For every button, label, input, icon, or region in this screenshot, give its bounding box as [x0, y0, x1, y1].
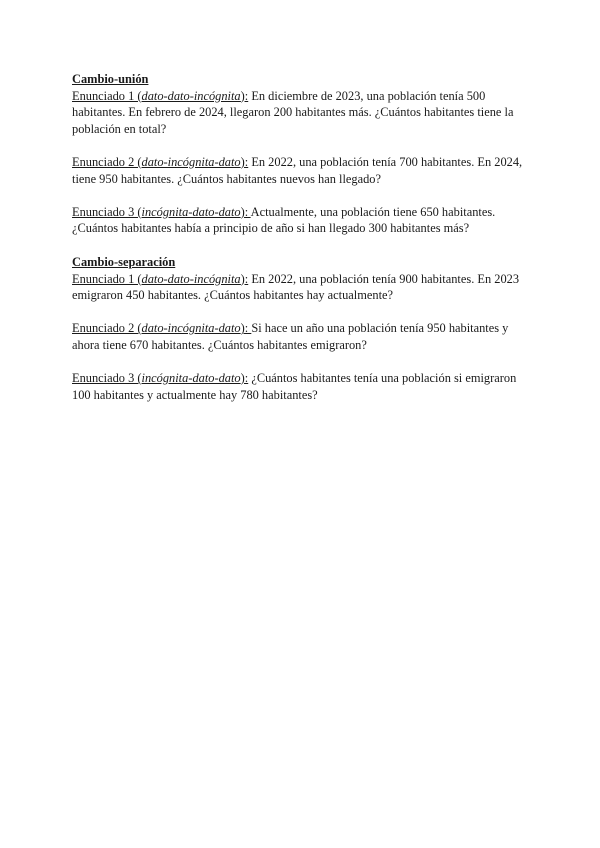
statement-text: Si hace un año una población tenía 950 habitantes y ahora tiene 670 habitantes. ¿Cuántos habitantes emigraron?: [72, 321, 509, 352]
statement-pattern: dato-incógnita-dato: [141, 321, 241, 336]
problem-statement: [72, 204, 528, 237]
section-cambio-separacion: [72, 254, 528, 403]
statement-label: Enunciado 2 (dato-incógnita-dato):: [72, 154, 249, 169]
statement-text: En diciembre de 2023, una población tenía 500 habitantes. En febrero de 2024, llegaron 200 habitantes más. ¿Cuántos habitantes tiene la población en total?: [72, 88, 514, 136]
statement-label: Enunciado 2 (dato-incógnita-dato):: [72, 321, 252, 336]
statement-label: Enunciado 1 (dato-dato-incógnita):: [72, 88, 249, 103]
statement-text: En 2022, una población tenía 900 habitantes. En 2023 emigraron 450 habitantes. ¿Cuántos habitantes hay actualmente?: [72, 271, 520, 303]
statement-pattern: dato-dato-incógnita: [141, 271, 241, 286]
statement-text: ¿Cuántos habitantes tenía una población si emigraron 100 habitantes y actualmente hay 780 habitantes?: [72, 371, 517, 402]
section-title: Cambio-separación: [72, 254, 176, 269]
statement-pattern: dato-dato-incógnita: [141, 88, 241, 103]
problem-statement: [72, 320, 528, 353]
document-page: [72, 71, 528, 403]
problem-statement: [72, 154, 528, 187]
statement-text: En 2022, una población tenía 700 habitantes. En 2024, tiene 950 habitantes. ¿Cuántos habitantes nuevos han llegado?: [72, 154, 523, 186]
statement-label: Enunciado 1 (dato-dato-incógnita):: [72, 271, 249, 286]
statement-pattern: incógnita-dato-dato: [141, 204, 241, 219]
statement-text: Actualmente, una población tiene 650 habitantes. ¿Cuántos habitantes había a principio de año si han llegado 300 habitantes más?: [72, 204, 496, 236]
statement-label: Enunciado 3 (incógnita-dato-dato):: [72, 371, 249, 386]
problem-statement: [72, 271, 528, 304]
section-title: Cambio-unión: [72, 72, 149, 86]
statement-pattern: incógnita-dato-dato: [141, 371, 241, 386]
statement-label: Enunciado 3 (incógnita-dato-dato):: [72, 204, 251, 219]
problem-statement: [72, 370, 528, 403]
statement-pattern: dato-incógnita-dato: [141, 154, 241, 169]
section-cambio-union: [72, 71, 528, 237]
problem-statement: [72, 88, 528, 138]
